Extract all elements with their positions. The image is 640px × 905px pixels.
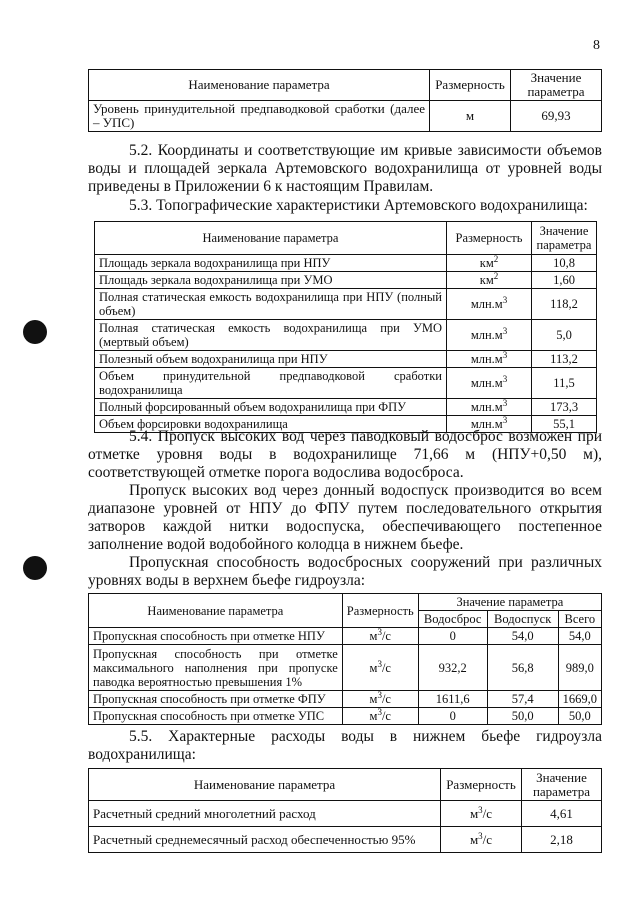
- header-unit: Размерность: [441, 769, 522, 801]
- header-value: Значение параметра: [532, 222, 597, 255]
- param-name: Объем принудительной предпаводковой сработки водохранилища: [95, 368, 447, 399]
- param-unit: [441, 801, 522, 827]
- param-value: 2,18: [522, 827, 602, 853]
- unit-sup: 3: [502, 350, 508, 360]
- table-header-row: [89, 594, 602, 611]
- param-value: 4,61: [522, 801, 602, 827]
- table-row: [95, 399, 597, 416]
- paragraph-5-2: 5.2. Координаты и соответствующие им кривые зависимости объемов воды и площадей зеркала Артемовского водохранилища от уровней воды приведены в Приложении 6 к настоящим Правилам.: [88, 142, 602, 195]
- subheader-outlet: Водоспуск: [487, 611, 558, 628]
- value-spillway: 0: [418, 708, 487, 725]
- unit-base: м: [369, 709, 378, 723]
- unit-tail: /с: [381, 692, 391, 706]
- param-name: Полезный объем водохранилища при НПУ: [95, 351, 447, 368]
- param-name: Пропускная способность при отметке ФПУ: [89, 691, 343, 708]
- param-name: Расчетный средний многолетний расход: [89, 801, 441, 827]
- param-name: Полный форсированный объем водохранилища при ФПУ: [95, 399, 447, 416]
- param-value: 113,2: [532, 351, 597, 368]
- unit-sup: 3: [377, 707, 382, 717]
- header-name: Наименование параметра: [89, 769, 441, 801]
- param-unit: [342, 708, 418, 725]
- param-unit: [441, 827, 522, 853]
- param-unit: [447, 351, 532, 368]
- param-unit: [447, 255, 532, 272]
- header-name: Наименование параметра: [89, 70, 430, 101]
- value-spillway: 932,2: [418, 645, 487, 691]
- unit-base: млн.м: [470, 328, 503, 342]
- param-name: Пропускная способность при отметке максимального наполнения при пропуске паводка вероятностью превышения 1%: [89, 645, 343, 691]
- value-outlet: 57,4: [487, 691, 558, 708]
- table-row: [89, 645, 602, 691]
- param-unit: [342, 691, 418, 708]
- value-spillway: 1611,6: [418, 691, 487, 708]
- param-name: Полная статическая емкость водохранилища при УМО (мертвый объем): [95, 320, 447, 351]
- table-ups: [88, 69, 602, 132]
- header-name: Наименование параметра: [95, 222, 447, 255]
- unit-base: млн.м: [470, 352, 503, 366]
- unit-tail: /с: [482, 831, 493, 847]
- header-unit: Размерность: [430, 70, 511, 101]
- value-outlet: 56,8: [487, 645, 558, 691]
- table-row: [89, 708, 602, 725]
- page-number: 8: [593, 38, 600, 53]
- table-row: [89, 101, 602, 132]
- param-unit: [447, 272, 532, 289]
- paragraph-bottom-outlet: Пропуск высоких вод через донный водоспуск производится во всем диапазоне уровней от НПУ до ФПУ путем последовательного открытия затворов каждой нитки водоспуска, обеспечивающего постепенное заполнение водой водобойного колодца в нижнем бьефе.: [88, 482, 602, 553]
- table-header-row: [95, 222, 597, 255]
- unit-sup: 3: [377, 627, 382, 637]
- param-unit: м: [430, 101, 511, 132]
- value-total: 50,0: [558, 708, 601, 725]
- value-spillway: 0: [418, 628, 487, 645]
- header-value-group: Значение параметра: [418, 594, 601, 611]
- param-value: 5,0: [532, 320, 597, 351]
- param-name: Расчетный среднемесячный расход обеспеченностью 95%: [89, 827, 441, 853]
- unit-sup: 3: [502, 295, 508, 305]
- value-total: 54,0: [558, 628, 601, 645]
- paragraph-capacity: Пропускная способность водосбросных сооружений при различных уровнях воды в верхнем бьефе гидроузла:: [88, 554, 602, 589]
- header-unit: Размерность: [447, 222, 532, 255]
- param-unit: [447, 320, 532, 351]
- table-row: [95, 351, 597, 368]
- param-value: 69,93: [511, 101, 602, 132]
- value-total: 989,0: [558, 645, 601, 691]
- param-name: Пропускная способность при отметке УПС: [89, 708, 343, 725]
- unit-base: млн.м: [470, 400, 503, 414]
- param-name: Площадь зеркала водохранилища при УМО: [95, 272, 447, 289]
- paragraph-5-3: 5.3. Топографические характеристики Артемовского водохранилища:: [129, 197, 588, 214]
- param-unit: [447, 289, 532, 320]
- table-row: [89, 691, 602, 708]
- table-topography: [94, 221, 597, 433]
- unit-sup: 2: [493, 254, 499, 264]
- param-name: Объем форсировки водохранилища: [95, 416, 447, 433]
- unit-base: м: [369, 660, 378, 675]
- table-row: [89, 801, 602, 827]
- table-row: [95, 320, 597, 351]
- param-unit: [342, 645, 418, 691]
- table-discharges: [88, 768, 602, 853]
- param-unit: [342, 628, 418, 645]
- paragraph-5-4: 5.4. Пропуск высоких вод через паводковый водосброс возможен при отметке уровня воды в водохранилище 71,66 м (НПУ+0,50 м), соответствующей отметке порога водослива водосброса.: [88, 428, 602, 481]
- value-outlet: 54,0: [487, 628, 558, 645]
- param-value: 55,1: [532, 416, 597, 433]
- unit-sup: 3: [502, 398, 508, 408]
- table-row: [95, 368, 597, 399]
- punch-hole: [23, 320, 47, 344]
- unit-tail: /с: [482, 805, 493, 821]
- header-unit: Размерность: [342, 594, 418, 628]
- unit-sup: 3: [502, 415, 508, 425]
- param-value: 118,2: [532, 289, 597, 320]
- punch-hole: [23, 556, 47, 580]
- param-value: 1,60: [532, 272, 597, 289]
- unit-base: м: [469, 805, 479, 821]
- subheader-total: Всего: [558, 611, 601, 628]
- table-row: [95, 289, 597, 320]
- unit-base: м: [369, 629, 378, 643]
- value-total: 1669,0: [558, 691, 601, 708]
- table-capacity: [88, 593, 602, 725]
- unit-sup: 3: [478, 830, 483, 841]
- unit-base: м: [369, 692, 378, 706]
- table-row: [95, 272, 597, 289]
- unit-sup: 3: [377, 658, 382, 669]
- unit-base: млн.м: [470, 297, 503, 311]
- paragraph-5-5: 5.5. Характерные расходы воды в нижнем бьефе гидроузла водохранилища:: [88, 728, 602, 763]
- unit-base: км: [479, 256, 494, 270]
- unit-tail: /с: [381, 660, 391, 675]
- param-name: Уровень принудительной предпаводковой сработки (далее – УПС): [89, 101, 430, 132]
- unit-base: млн.м: [470, 417, 503, 431]
- table-row: [95, 255, 597, 272]
- param-unit: [447, 399, 532, 416]
- param-value: 173,3: [532, 399, 597, 416]
- subheader-spillway: Водосброс: [418, 611, 487, 628]
- unit-tail: /с: [381, 629, 391, 643]
- unit-base: млн.м: [470, 376, 503, 390]
- unit-tail: /с: [381, 709, 391, 723]
- header-value: Значение параметра: [511, 70, 602, 101]
- table-row: [89, 827, 602, 853]
- unit-base: км: [479, 273, 494, 287]
- unit-sup: 3: [377, 690, 382, 700]
- param-name: Площадь зеркала водохранилища при НПУ: [95, 255, 447, 272]
- param-name: Пропускная способность при отметке НПУ: [89, 628, 343, 645]
- table-header-row: [89, 70, 602, 101]
- param-name: Полная статическая емкость водохранилища при НПУ (полный объем): [95, 289, 447, 320]
- unit-sup: 3: [502, 374, 508, 384]
- param-value: 10,8: [532, 255, 597, 272]
- table-row: [89, 628, 602, 645]
- unit-sup: 3: [502, 326, 508, 336]
- param-value: 11,5: [532, 368, 597, 399]
- unit-sup: 2: [493, 271, 499, 281]
- unit-sup: 3: [478, 804, 483, 815]
- header-name: Наименование параметра: [89, 594, 343, 628]
- header-value: Значение параметра: [522, 769, 602, 801]
- table-header-row: [89, 769, 602, 801]
- value-outlet: 50,0: [487, 708, 558, 725]
- unit-base: м: [469, 831, 479, 847]
- param-unit: [447, 368, 532, 399]
